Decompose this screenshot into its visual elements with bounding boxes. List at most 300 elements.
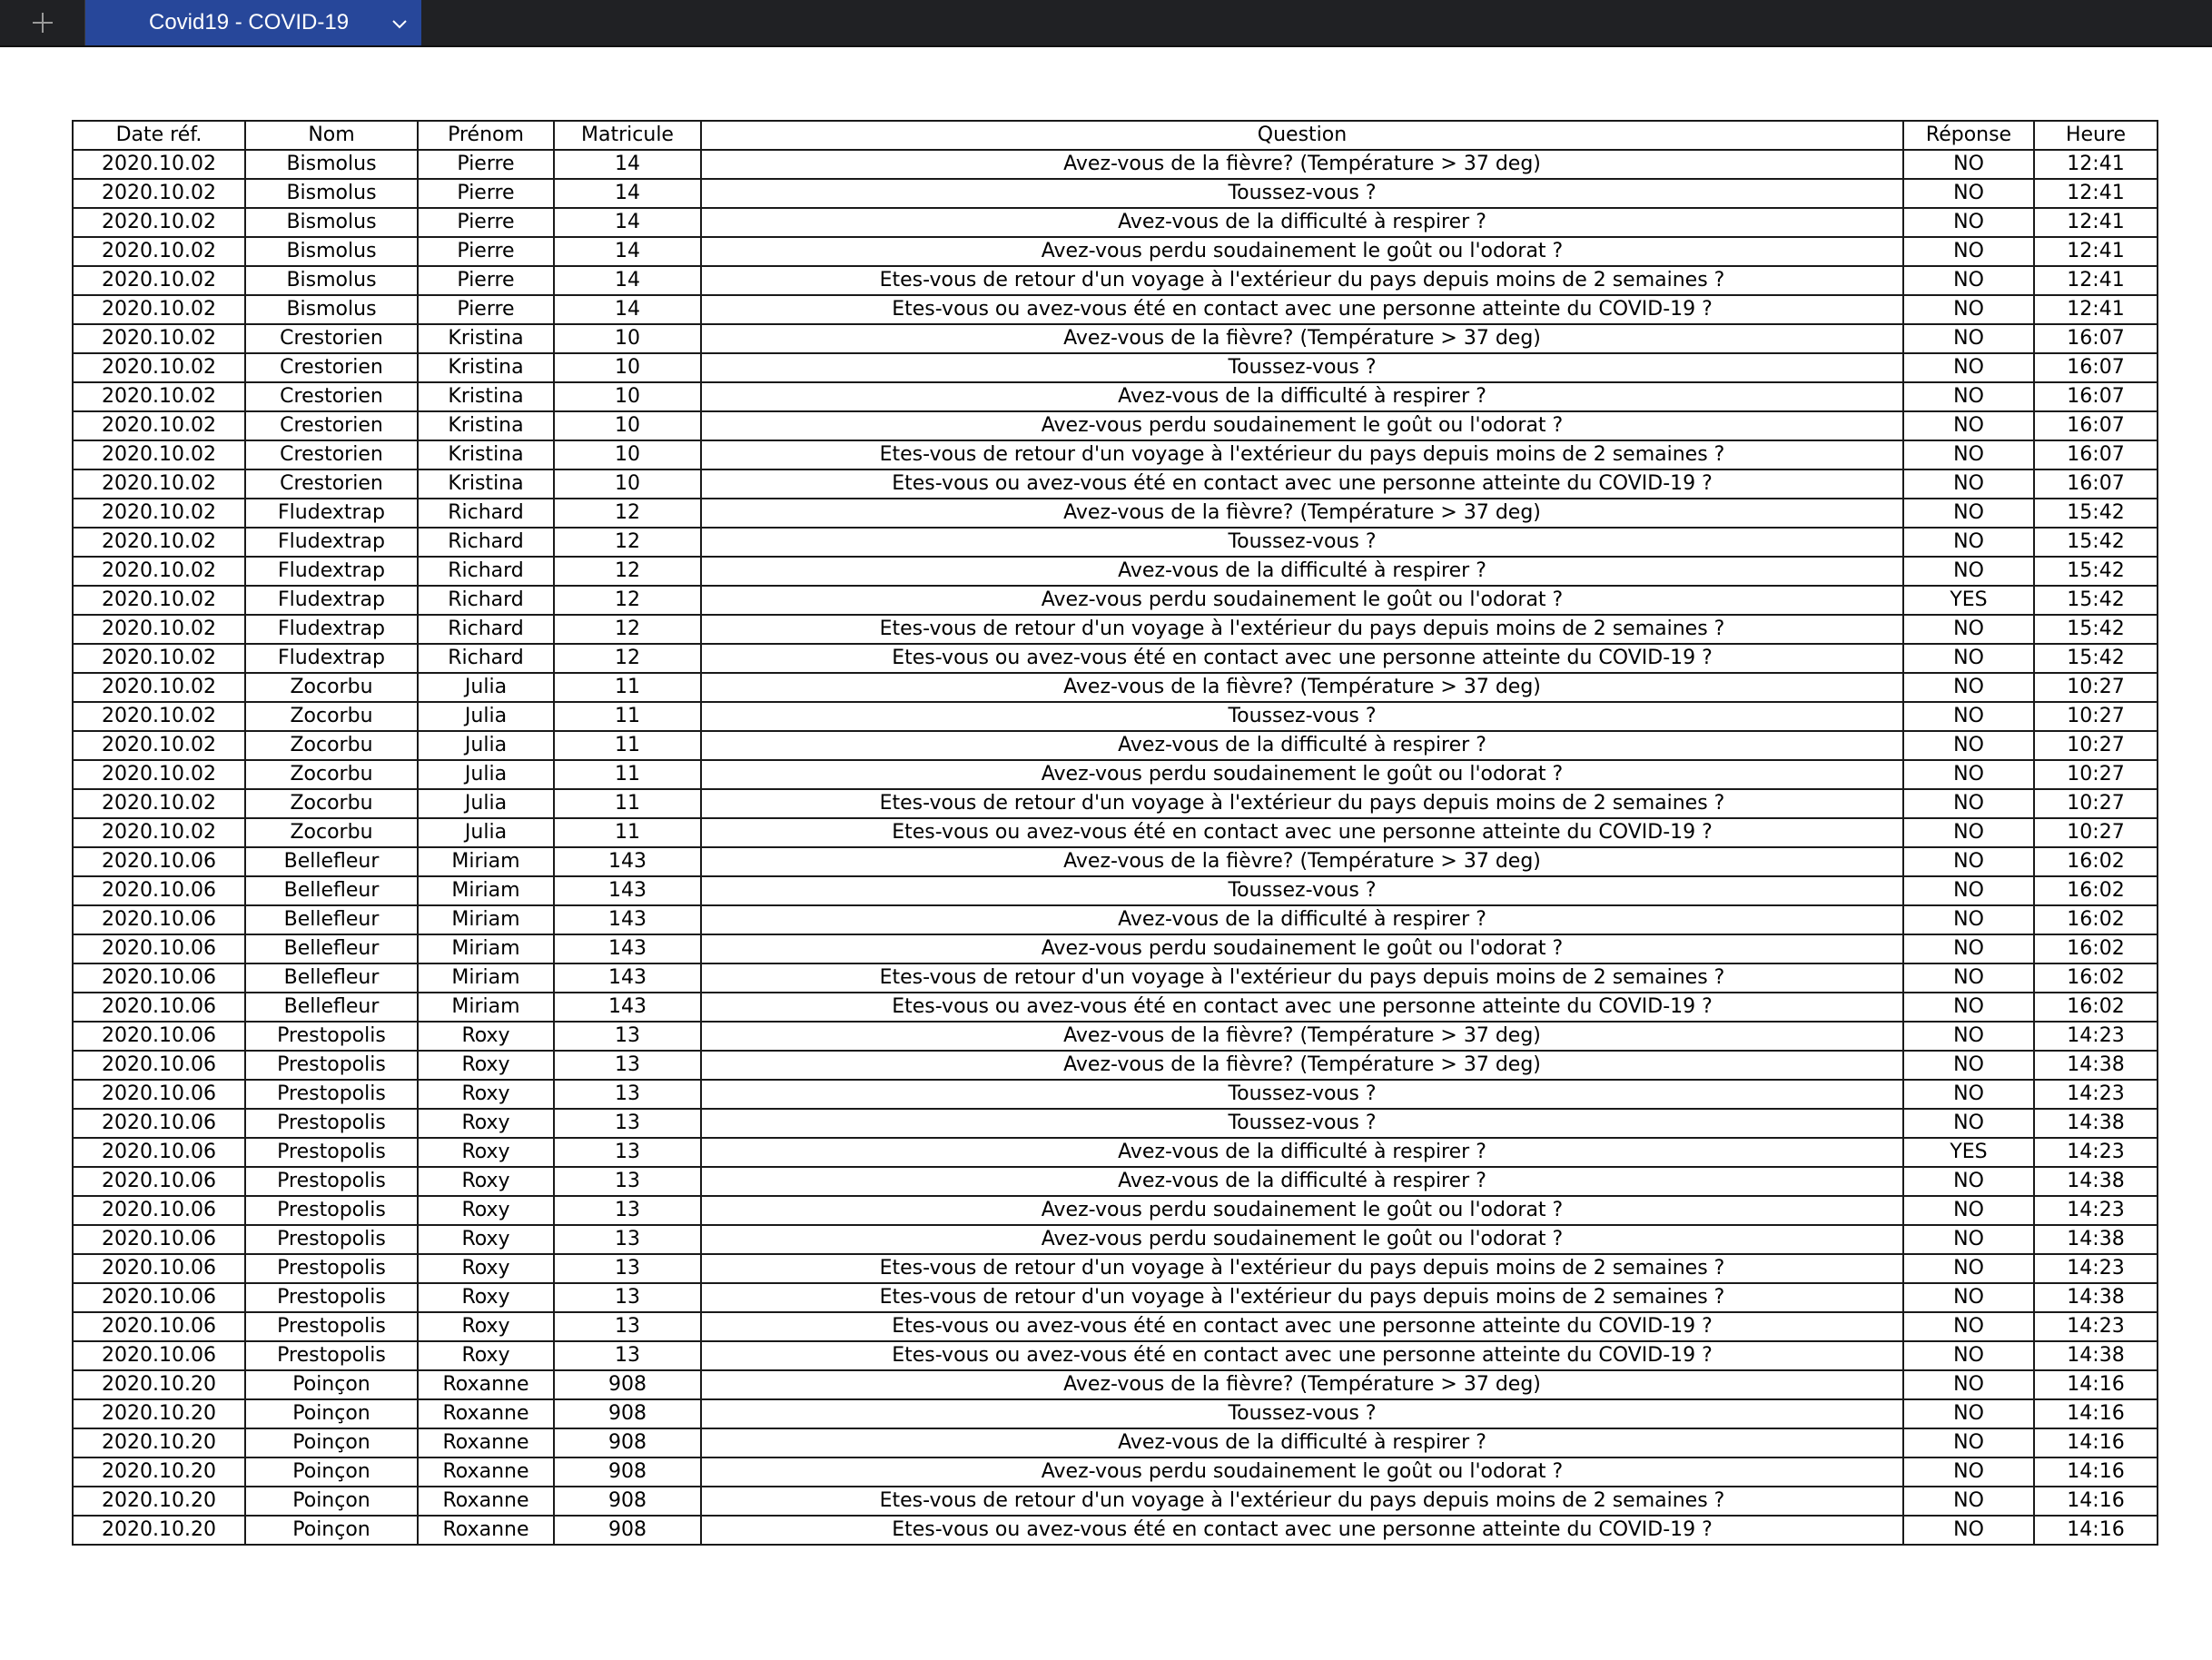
cell-reponse: NO: [1903, 934, 2034, 963]
column-header-question: Question: [701, 121, 1903, 150]
cell-matricule: 11: [554, 760, 701, 789]
cell-reponse: NO: [1903, 266, 2034, 295]
cell-prenom: Kristina: [418, 353, 554, 382]
table-row: [73, 557, 2158, 586]
cell-question: Etes-vous ou avez-vous été en contact avec une personne atteinte du COVID-19 ?: [701, 818, 1903, 847]
cell-matricule: 12: [554, 499, 701, 528]
chevron-down-icon[interactable]: [390, 15, 409, 33]
cell-heure: 14:38: [2034, 1283, 2158, 1312]
cell-reponse: NO: [1903, 789, 2034, 818]
cell-nom: Fludextrap: [245, 557, 418, 586]
table-row: [73, 1516, 2158, 1545]
cell-prenom: Roxanne: [418, 1457, 554, 1487]
cell-heure: 12:41: [2034, 295, 2158, 324]
cell-nom: Fludextrap: [245, 499, 418, 528]
cell-question: Etes-vous de retour d'un voyage à l'extérieur du pays depuis moins de 2 semaines ?: [701, 266, 1903, 295]
cell-heure: 16:07: [2034, 469, 2158, 499]
cell-date: 2020.10.20: [73, 1399, 245, 1428]
cell-question: Toussez-vous ?: [701, 1399, 1903, 1428]
cell-prenom: Julia: [418, 673, 554, 702]
cell-prenom: Kristina: [418, 382, 554, 411]
cell-matricule: 10: [554, 469, 701, 499]
cell-nom: Prestopolis: [245, 1051, 418, 1080]
table-row: [73, 615, 2158, 644]
cell-question: Avez-vous de la difficulté à respirer ?: [701, 557, 1903, 586]
cell-reponse: NO: [1903, 818, 2034, 847]
cell-nom: Bellefleur: [245, 876, 418, 905]
table-row: [73, 993, 2158, 1022]
cell-question: Etes-vous ou avez-vous été en contact avec une personne atteinte du COVID-19 ?: [701, 1341, 1903, 1370]
cell-date: 2020.10.02: [73, 615, 245, 644]
cell-date: 2020.10.02: [73, 324, 245, 353]
cell-matricule: 143: [554, 993, 701, 1022]
cell-prenom: Richard: [418, 615, 554, 644]
cell-nom: Poinçon: [245, 1487, 418, 1516]
cell-matricule: 143: [554, 934, 701, 963]
cell-heure: 12:41: [2034, 208, 2158, 237]
cell-prenom: Roxy: [418, 1341, 554, 1370]
cell-matricule: 13: [554, 1167, 701, 1196]
cell-nom: Zocorbu: [245, 673, 418, 702]
cell-heure: 14:23: [2034, 1312, 2158, 1341]
cell-prenom: Roxanne: [418, 1428, 554, 1457]
cell-heure: 16:02: [2034, 993, 2158, 1022]
cell-heure: 14:38: [2034, 1109, 2158, 1138]
cell-matricule: 13: [554, 1022, 701, 1051]
cell-matricule: 14: [554, 208, 701, 237]
cell-question: Toussez-vous ?: [701, 702, 1903, 731]
cell-question: Toussez-vous ?: [701, 1080, 1903, 1109]
cell-nom: Fludextrap: [245, 586, 418, 615]
cell-reponse: NO: [1903, 1109, 2034, 1138]
cell-heure: 14:38: [2034, 1167, 2158, 1196]
table-row: [73, 702, 2158, 731]
column-header-date: Date réf.: [73, 121, 245, 150]
cell-reponse: NO: [1903, 1051, 2034, 1080]
cell-reponse: NO: [1903, 411, 2034, 440]
table-row: [73, 1399, 2158, 1428]
cell-matricule: 14: [554, 150, 701, 179]
cell-date: 2020.10.20: [73, 1428, 245, 1457]
cell-prenom: Pierre: [418, 266, 554, 295]
cell-question: Avez-vous de la fièvre? (Température > 37 deg): [701, 1370, 1903, 1399]
table-row: [73, 1080, 2158, 1109]
cell-date: 2020.10.06: [73, 1167, 245, 1196]
cell-date: 2020.10.02: [73, 440, 245, 469]
cell-matricule: 13: [554, 1341, 701, 1370]
cell-question: Etes-vous ou avez-vous été en contact avec une personne atteinte du COVID-19 ?: [701, 644, 1903, 673]
cell-nom: Poinçon: [245, 1516, 418, 1545]
column-header-nom: Nom: [245, 121, 418, 150]
cell-nom: Zocorbu: [245, 789, 418, 818]
cell-nom: Poinçon: [245, 1428, 418, 1457]
cell-nom: Bismolus: [245, 237, 418, 266]
cell-nom: Poinçon: [245, 1399, 418, 1428]
cell-question: Avez-vous perdu soudainement le goût ou l'odorat ?: [701, 1196, 1903, 1225]
cell-reponse: NO: [1903, 1283, 2034, 1312]
cell-question: Avez-vous de la fièvre? (Température > 37 deg): [701, 150, 1903, 179]
cell-prenom: Roxy: [418, 1225, 554, 1254]
cell-date: 2020.10.20: [73, 1457, 245, 1487]
cell-date: 2020.10.06: [73, 1138, 245, 1167]
cell-question: Avez-vous perdu soudainement le goût ou l'odorat ?: [701, 411, 1903, 440]
cell-prenom: Miriam: [418, 905, 554, 934]
cell-date: 2020.10.02: [73, 731, 245, 760]
cell-date: 2020.10.06: [73, 1196, 245, 1225]
cell-prenom: Roxanne: [418, 1399, 554, 1428]
cell-heure: 10:27: [2034, 702, 2158, 731]
cell-question: Etes-vous de retour d'un voyage à l'extérieur du pays depuis moins de 2 semaines ?: [701, 440, 1903, 469]
report-tab-bar: [0, 0, 2212, 47]
cell-prenom: Kristina: [418, 440, 554, 469]
cell-heure: 12:41: [2034, 237, 2158, 266]
cell-nom: Crestorien: [245, 382, 418, 411]
table-row: [73, 1225, 2158, 1254]
table-row: [73, 1341, 2158, 1370]
table-row: [73, 528, 2158, 557]
cell-question: Etes-vous de retour d'un voyage à l'extérieur du pays depuis moins de 2 semaines ?: [701, 1254, 1903, 1283]
table-row: [73, 789, 2158, 818]
cell-question: Avez-vous perdu soudainement le goût ou l'odorat ?: [701, 1457, 1903, 1487]
table-row: [73, 876, 2158, 905]
cell-heure: 14:38: [2034, 1341, 2158, 1370]
table-row: [73, 644, 2158, 673]
cell-date: 2020.10.02: [73, 150, 245, 179]
plus-icon: [29, 9, 56, 36]
cell-nom: Prestopolis: [245, 1167, 418, 1196]
cell-question: Avez-vous de la difficulté à respirer ?: [701, 905, 1903, 934]
cell-prenom: Richard: [418, 557, 554, 586]
cell-prenom: Miriam: [418, 934, 554, 963]
cell-heure: 16:07: [2034, 324, 2158, 353]
table-row: [73, 963, 2158, 993]
cell-question: Avez-vous de la difficulté à respirer ?: [701, 1138, 1903, 1167]
cell-question: Toussez-vous ?: [701, 353, 1903, 382]
cell-matricule: 12: [554, 557, 701, 586]
cell-nom: Bellefleur: [245, 963, 418, 993]
cell-reponse: NO: [1903, 324, 2034, 353]
cell-reponse: NO: [1903, 1428, 2034, 1457]
cell-matricule: 13: [554, 1109, 701, 1138]
cell-reponse: NO: [1903, 237, 2034, 266]
cell-date: 2020.10.06: [73, 1051, 245, 1080]
cell-question: Avez-vous perdu soudainement le goût ou l'odorat ?: [701, 934, 1903, 963]
cell-question: Avez-vous perdu soudainement le goût ou l'odorat ?: [701, 237, 1903, 266]
cell-matricule: 11: [554, 789, 701, 818]
cell-nom: Bismolus: [245, 208, 418, 237]
cell-matricule: 908: [554, 1370, 701, 1399]
cell-prenom: Roxy: [418, 1254, 554, 1283]
cell-date: 2020.10.06: [73, 1080, 245, 1109]
table-row: [73, 1254, 2158, 1283]
cell-nom: Prestopolis: [245, 1080, 418, 1109]
cell-question: Avez-vous de la difficulté à respirer ?: [701, 731, 1903, 760]
cell-matricule: 14: [554, 179, 701, 208]
cell-date: 2020.10.06: [73, 1312, 245, 1341]
cell-reponse: NO: [1903, 208, 2034, 237]
table-row: [73, 499, 2158, 528]
table-row: [73, 324, 2158, 353]
table-row: [73, 1022, 2158, 1051]
cell-nom: Crestorien: [245, 469, 418, 499]
cell-reponse: NO: [1903, 469, 2034, 499]
cell-matricule: 13: [554, 1254, 701, 1283]
cell-question: Avez-vous de la fièvre? (Température > 37 deg): [701, 673, 1903, 702]
cell-matricule: 10: [554, 353, 701, 382]
cell-date: 2020.10.02: [73, 673, 245, 702]
cell-heure: 16:02: [2034, 847, 2158, 876]
cell-question: Avez-vous de la difficulté à respirer ?: [701, 1167, 1903, 1196]
cell-heure: 14:16: [2034, 1516, 2158, 1545]
cell-question: Avez-vous perdu soudainement le goût ou l'odorat ?: [701, 586, 1903, 615]
cell-heure: 15:42: [2034, 644, 2158, 673]
cell-prenom: Roxanne: [418, 1516, 554, 1545]
table-row: [73, 934, 2158, 963]
cell-heure: 14:23: [2034, 1196, 2158, 1225]
cell-heure: 10:27: [2034, 673, 2158, 702]
cell-matricule: 13: [554, 1051, 701, 1080]
cell-reponse: NO: [1903, 963, 2034, 993]
cell-prenom: Roxy: [418, 1283, 554, 1312]
cell-date: 2020.10.06: [73, 1341, 245, 1370]
cell-heure: 14:16: [2034, 1487, 2158, 1516]
table-row: [73, 150, 2158, 179]
table-row: [73, 440, 2158, 469]
cell-nom: Crestorien: [245, 324, 418, 353]
table-row: [73, 1312, 2158, 1341]
cell-matricule: 13: [554, 1138, 701, 1167]
cell-matricule: 10: [554, 440, 701, 469]
cell-date: 2020.10.02: [73, 411, 245, 440]
cell-reponse: NO: [1903, 731, 2034, 760]
cell-date: 2020.10.02: [73, 499, 245, 528]
cell-matricule: 12: [554, 528, 701, 557]
table-row: [73, 295, 2158, 324]
cell-reponse: NO: [1903, 150, 2034, 179]
table-row: [73, 1487, 2158, 1516]
cell-matricule: 10: [554, 324, 701, 353]
cell-question: Etes-vous ou avez-vous été en contact avec une personne atteinte du COVID-19 ?: [701, 295, 1903, 324]
cell-matricule: 11: [554, 731, 701, 760]
cell-question: Etes-vous de retour d'un voyage à l'extérieur du pays depuis moins de 2 semaines ?: [701, 615, 1903, 644]
cell-reponse: NO: [1903, 1080, 2034, 1109]
cell-nom: Bellefleur: [245, 934, 418, 963]
cell-nom: Zocorbu: [245, 702, 418, 731]
cell-prenom: Julia: [418, 760, 554, 789]
cell-matricule: 13: [554, 1312, 701, 1341]
cell-matricule: 908: [554, 1428, 701, 1457]
cell-reponse: NO: [1903, 1341, 2034, 1370]
cell-heure: 14:23: [2034, 1138, 2158, 1167]
cell-heure: 10:27: [2034, 760, 2158, 789]
cell-prenom: Julia: [418, 818, 554, 847]
cell-prenom: Roxy: [418, 1167, 554, 1196]
table-row: [73, 382, 2158, 411]
report-tab-covid19[interactable]: [85, 0, 421, 45]
cell-prenom: Pierre: [418, 150, 554, 179]
cell-prenom: Roxy: [418, 1051, 554, 1080]
table-row: [73, 1196, 2158, 1225]
cell-question: Etes-vous ou avez-vous été en contact avec une personne atteinte du COVID-19 ?: [701, 469, 1903, 499]
cell-prenom: Miriam: [418, 993, 554, 1022]
cell-matricule: 13: [554, 1196, 701, 1225]
cell-heure: 12:41: [2034, 179, 2158, 208]
cell-prenom: Kristina: [418, 411, 554, 440]
cell-question: Toussez-vous ?: [701, 528, 1903, 557]
cell-nom: Zocorbu: [245, 731, 418, 760]
table-row: [73, 469, 2158, 499]
cell-heure: 16:02: [2034, 934, 2158, 963]
cell-heure: 16:07: [2034, 440, 2158, 469]
cell-question: Etes-vous ou avez-vous été en contact avec une personne atteinte du COVID-19 ?: [701, 1312, 1903, 1341]
cell-heure: 14:23: [2034, 1254, 2158, 1283]
cell-prenom: Roxy: [418, 1109, 554, 1138]
cell-question: Etes-vous de retour d'un voyage à l'extérieur du pays depuis moins de 2 semaines ?: [701, 789, 1903, 818]
cell-date: 2020.10.06: [73, 963, 245, 993]
cell-heure: 14:16: [2034, 1399, 2158, 1428]
cell-date: 2020.10.02: [73, 295, 245, 324]
cell-matricule: 143: [554, 963, 701, 993]
cell-date: 2020.10.06: [73, 1225, 245, 1254]
cell-prenom: Roxy: [418, 1080, 554, 1109]
cell-matricule: 11: [554, 818, 701, 847]
add-tab-button[interactable]: [0, 0, 85, 45]
cell-reponse: NO: [1903, 615, 2034, 644]
cell-heure: 10:27: [2034, 818, 2158, 847]
cell-question: Avez-vous de la fièvre? (Température > 37 deg): [701, 1051, 1903, 1080]
cell-date: 2020.10.06: [73, 1109, 245, 1138]
cell-date: 2020.10.02: [73, 266, 245, 295]
table-row: [73, 760, 2158, 789]
cell-heure: 10:27: [2034, 789, 2158, 818]
cell-date: 2020.10.20: [73, 1487, 245, 1516]
cell-nom: Crestorien: [245, 411, 418, 440]
cell-question: Avez-vous de la difficulté à respirer ?: [701, 382, 1903, 411]
cell-reponse: NO: [1903, 528, 2034, 557]
table-row: [73, 1428, 2158, 1457]
cell-reponse: NO: [1903, 1312, 2034, 1341]
cell-reponse: YES: [1903, 586, 2034, 615]
cell-reponse: NO: [1903, 1516, 2034, 1545]
cell-prenom: Pierre: [418, 208, 554, 237]
cell-question: Avez-vous de la difficulté à respirer ?: [701, 1428, 1903, 1457]
cell-date: 2020.10.06: [73, 847, 245, 876]
cell-question: Avez-vous de la fièvre? (Température > 37 deg): [701, 1022, 1903, 1051]
cell-matricule: 908: [554, 1457, 701, 1487]
cell-question: Etes-vous de retour d'un voyage à l'extérieur du pays depuis moins de 2 semaines ?: [701, 963, 1903, 993]
cell-date: 2020.10.02: [73, 644, 245, 673]
cell-reponse: NO: [1903, 1457, 2034, 1487]
cell-date: 2020.10.06: [73, 1022, 245, 1051]
cell-question: Avez-vous de la fièvre? (Température > 37 deg): [701, 499, 1903, 528]
cell-heure: 14:16: [2034, 1457, 2158, 1487]
cell-prenom: Roxy: [418, 1196, 554, 1225]
cell-question: Etes-vous de retour d'un voyage à l'extérieur du pays depuis moins de 2 semaines ?: [701, 1283, 1903, 1312]
cell-nom: Poinçon: [245, 1457, 418, 1487]
cell-nom: Crestorien: [245, 440, 418, 469]
cell-reponse: NO: [1903, 440, 2034, 469]
cell-heure: 10:27: [2034, 731, 2158, 760]
cell-reponse: NO: [1903, 993, 2034, 1022]
cell-prenom: Julia: [418, 702, 554, 731]
cell-heure: 16:02: [2034, 963, 2158, 993]
cell-prenom: Roxy: [418, 1138, 554, 1167]
cell-reponse: NO: [1903, 1487, 2034, 1516]
cell-matricule: 12: [554, 644, 701, 673]
cell-heure: 16:02: [2034, 905, 2158, 934]
cell-reponse: NO: [1903, 1399, 2034, 1428]
cell-nom: Prestopolis: [245, 1138, 418, 1167]
cell-prenom: Julia: [418, 731, 554, 760]
cell-nom: Bismolus: [245, 266, 418, 295]
table-row: [73, 411, 2158, 440]
cell-heure: 16:07: [2034, 353, 2158, 382]
cell-reponse: NO: [1903, 1167, 2034, 1196]
cell-reponse: NO: [1903, 905, 2034, 934]
cell-reponse: YES: [1903, 1138, 2034, 1167]
cell-matricule: 13: [554, 1080, 701, 1109]
cell-prenom: Richard: [418, 528, 554, 557]
cell-heure: 14:38: [2034, 1051, 2158, 1080]
cell-heure: 16:02: [2034, 876, 2158, 905]
cell-date: 2020.10.06: [73, 905, 245, 934]
cell-question: Avez-vous de la difficulté à respirer ?: [701, 208, 1903, 237]
cell-prenom: Miriam: [418, 876, 554, 905]
cell-matricule: 143: [554, 876, 701, 905]
cell-nom: Bellefleur: [245, 993, 418, 1022]
cell-matricule: 12: [554, 615, 701, 644]
cell-heure: 14:16: [2034, 1370, 2158, 1399]
cell-prenom: Miriam: [418, 963, 554, 993]
cell-reponse: NO: [1903, 382, 2034, 411]
table-row: [73, 1138, 2158, 1167]
cell-heure: 14:23: [2034, 1080, 2158, 1109]
cell-heure: 15:42: [2034, 528, 2158, 557]
cell-date: 2020.10.02: [73, 586, 245, 615]
cell-date: 2020.10.02: [73, 469, 245, 499]
cell-reponse: NO: [1903, 1370, 2034, 1399]
cell-date: 2020.10.06: [73, 1254, 245, 1283]
cell-reponse: NO: [1903, 644, 2034, 673]
cell-reponse: NO: [1903, 353, 2034, 382]
cell-nom: Bellefleur: [245, 847, 418, 876]
cell-prenom: Pierre: [418, 295, 554, 324]
cell-matricule: 143: [554, 847, 701, 876]
tab-label: Covid19 - COVID-19: [149, 10, 350, 35]
column-header-heure: Heure: [2034, 121, 2158, 150]
table-row: [73, 847, 2158, 876]
cell-matricule: 10: [554, 411, 701, 440]
cell-matricule: 14: [554, 295, 701, 324]
cell-matricule: 13: [554, 1225, 701, 1254]
cell-date: 2020.10.02: [73, 702, 245, 731]
cell-question: Etes-vous ou avez-vous été en contact avec une personne atteinte du COVID-19 ?: [701, 993, 1903, 1022]
cell-nom: Zocorbu: [245, 760, 418, 789]
table-row: [73, 208, 2158, 237]
table-row: [73, 1370, 2158, 1399]
cell-reponse: NO: [1903, 1225, 2034, 1254]
cell-date: 2020.10.06: [73, 1283, 245, 1312]
cell-prenom: Miriam: [418, 847, 554, 876]
cell-matricule: 908: [554, 1516, 701, 1545]
cell-nom: Bismolus: [245, 150, 418, 179]
cell-reponse: NO: [1903, 702, 2034, 731]
cell-nom: Prestopolis: [245, 1022, 418, 1051]
cell-reponse: NO: [1903, 1022, 2034, 1051]
cell-date: 2020.10.20: [73, 1516, 245, 1545]
table-row: [73, 673, 2158, 702]
cell-prenom: Richard: [418, 644, 554, 673]
